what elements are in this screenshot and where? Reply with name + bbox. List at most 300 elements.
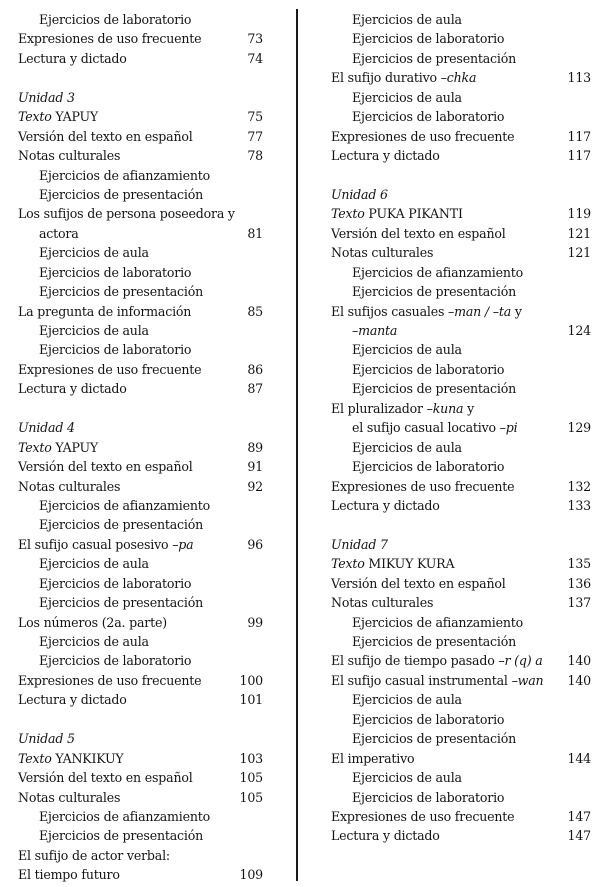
- entry-title-text: Lectura y dictado: [18, 381, 127, 397]
- entry-title-text: Versión del texto en español: [331, 575, 506, 591]
- page-number: 105: [239, 770, 263, 786]
- entry-title: [18, 692, 127, 707]
- page-number: 113: [567, 70, 591, 86]
- entry-title-text: Versión del texto en español: [18, 128, 193, 144]
- page-number: 147: [567, 828, 591, 844]
- toc-subentry: [331, 768, 591, 787]
- toc-subentry: [18, 340, 273, 359]
- entry-title-text: Versión del texto en español: [18, 770, 193, 786]
- toc-subentry: [331, 49, 591, 68]
- toc-subentry: [331, 457, 591, 476]
- toc-entry: [18, 204, 273, 223]
- entry-title-text: Versión del texto en español: [331, 225, 506, 241]
- page-number: 147: [567, 808, 591, 824]
- toc-subentry: [331, 29, 591, 48]
- entry-title: [352, 459, 504, 474]
- entry-title-italic-prefix: Texto: [331, 556, 365, 572]
- entry-title: [18, 751, 124, 766]
- entry-title: [18, 51, 127, 66]
- entry-title-text: YAPUY: [51, 439, 99, 455]
- unit-heading: [18, 418, 273, 437]
- toc-subentry: [18, 496, 273, 515]
- toc-entry: [18, 360, 273, 379]
- entry-title-text: Unidad 3: [18, 89, 75, 105]
- entry-title: [352, 342, 462, 357]
- page-number: 117: [567, 128, 591, 144]
- entry-title: [39, 226, 79, 241]
- toc-entry: [331, 671, 591, 690]
- entry-title-text: El sufijo de actor verbal:: [18, 847, 170, 863]
- entry-title-text: Ejercicios de aula: [352, 439, 462, 455]
- page-number: 136: [567, 575, 591, 591]
- unit-heading: [18, 729, 273, 748]
- page-number: 133: [567, 497, 591, 513]
- entry-title-trailing-text: y: [463, 400, 475, 416]
- entry-title: [331, 537, 388, 552]
- entry-title-text: Ejercicios de afianzamiento: [352, 614, 524, 630]
- entry-title-text: Los números (2a. parte): [18, 614, 167, 630]
- entry-title: [331, 751, 414, 766]
- entry-title: [39, 634, 149, 649]
- entry-title-text: Notas culturales: [331, 595, 434, 611]
- toc-subentry: [18, 632, 273, 651]
- entry-title-text: Ejercicios de presentación: [352, 731, 517, 747]
- toc-subentry: [331, 438, 591, 457]
- toc-subentry: [18, 263, 273, 282]
- entry-title: [39, 653, 191, 668]
- entry-title: [331, 673, 543, 688]
- toc-subentry: [331, 360, 591, 379]
- toc-entry: [18, 690, 273, 709]
- entry-title-text: Ejercicios de laboratorio: [352, 789, 505, 805]
- spacer: [331, 166, 591, 185]
- page-number: 105: [239, 789, 263, 805]
- page-number: 73: [247, 31, 263, 47]
- toc-entry: [18, 865, 273, 884]
- entry-title-text: Ejercicios de laboratorio: [39, 653, 192, 669]
- toc-entry: [18, 107, 273, 126]
- entry-title: [352, 420, 517, 435]
- entry-title: [352, 362, 504, 377]
- toc-entry: [331, 477, 591, 496]
- entry-title: [39, 245, 149, 260]
- page-number: 100: [239, 672, 263, 688]
- entry-title-text: PUKA PIKANTI: [364, 206, 463, 222]
- entry-title-text: Ejercicios de aula: [352, 692, 462, 708]
- entry-title: [331, 828, 440, 843]
- entry-title: [352, 12, 462, 27]
- entry-title: [352, 265, 523, 280]
- entry-title: [39, 517, 203, 532]
- page-number: 140: [567, 672, 591, 688]
- toc-entry: [18, 457, 273, 476]
- entry-title-text: El tiempo futuro: [18, 867, 120, 883]
- toc-subentry: [331, 690, 591, 709]
- toc-subentry: [18, 282, 273, 301]
- entry-title-text: Lectura y dictado: [18, 50, 127, 66]
- entry-title-text: La pregunta de información: [18, 303, 192, 319]
- entry-title: [39, 498, 210, 513]
- toc-entry: [331, 127, 591, 146]
- entry-title-text: El sufijos casuales: [331, 303, 449, 319]
- entry-title: [18, 537, 193, 552]
- toc-entry: [331, 243, 591, 262]
- entry-title: [352, 440, 462, 455]
- entry-title: [331, 498, 440, 513]
- entry-title-italic-prefix: Texto: [18, 109, 52, 125]
- entry-title: [18, 673, 201, 688]
- entry-title: [18, 731, 75, 746]
- entry-title: [331, 595, 433, 610]
- entry-title-text: el sufijo casual locativo: [352, 420, 500, 436]
- entry-title-text: Ejercicios de aula: [39, 556, 149, 572]
- entry-title: [39, 168, 210, 183]
- toc-entry: [331, 651, 591, 670]
- entry-title: [352, 90, 462, 105]
- entry-title: [352, 731, 516, 746]
- entry-title: [331, 245, 433, 260]
- entry-title: [331, 556, 454, 571]
- entry-title: [352, 284, 516, 299]
- entry-title: [352, 109, 504, 124]
- toc-subentry: [18, 554, 273, 573]
- entry-title: [352, 381, 516, 396]
- entry-title: [331, 206, 463, 221]
- entry-title-text: actora: [39, 225, 79, 241]
- page-number: 117: [567, 148, 591, 164]
- page-number: 99: [247, 614, 263, 630]
- entry-title: [18, 90, 75, 105]
- page-number: 129: [567, 420, 591, 436]
- toc-entry: [331, 399, 591, 418]
- toc-entry: [18, 379, 273, 398]
- page-number: 101: [239, 692, 263, 708]
- entry-title: [18, 31, 201, 46]
- page-number: 135: [567, 556, 591, 572]
- page-number: 109: [239, 867, 263, 883]
- toc-subentry: [18, 10, 273, 29]
- page-number: 121: [567, 245, 591, 261]
- page-number: 85: [247, 303, 263, 319]
- unit-heading: [331, 535, 591, 554]
- toc-left-column: [18, 10, 273, 885]
- page-number: 75: [247, 109, 263, 125]
- toc-entry: [331, 593, 591, 612]
- entry-title-italic-prefix: Texto: [331, 206, 365, 222]
- toc-entry: [331, 554, 591, 573]
- entry-title-text: Unidad 5: [18, 731, 75, 747]
- entry-title-italic-suffix: –pa: [172, 536, 194, 552]
- toc-entry: [331, 68, 591, 87]
- entry-title-text: Versión del texto en español: [18, 459, 193, 475]
- entry-title: [352, 712, 504, 727]
- entry-title: [18, 867, 120, 882]
- entry-title: [39, 284, 203, 299]
- entry-title-italic-suffix: –pi: [499, 420, 518, 436]
- toc-entry: [18, 302, 273, 321]
- toc-subentry: [18, 185, 273, 204]
- entry-title: [39, 595, 203, 610]
- entry-title-italic-suffix: –r (q) a: [498, 653, 543, 669]
- entry-title-text: Ejercicios de afianzamiento: [39, 167, 211, 183]
- entry-title-text: Notas culturales: [18, 478, 121, 494]
- entry-title-text: Notas culturales: [18, 148, 121, 164]
- toc-entry: [331, 146, 591, 165]
- entry-title-text: Ejercicios de aula: [352, 89, 462, 105]
- toc-entry-continuation: [331, 321, 591, 340]
- column-divider: [296, 9, 298, 881]
- entry-title-text: Ejercicios de presentación: [39, 595, 204, 611]
- entry-title-italic-suffix: –chka: [440, 70, 477, 86]
- toc-subentry: [331, 10, 591, 29]
- entry-title-text: El sufijo de tiempo pasado: [331, 653, 499, 669]
- entry-title-text: Ejercicios de afianzamiento: [39, 497, 211, 513]
- page-number: 78: [247, 148, 263, 164]
- toc-subentry: [18, 651, 273, 670]
- entry-title: [18, 109, 98, 124]
- page-number: 81: [247, 225, 263, 241]
- toc-subentry: [331, 379, 591, 398]
- entry-title: [39, 265, 191, 280]
- toc-entry: [331, 826, 591, 845]
- toc-entry: [18, 535, 273, 554]
- entry-title: [331, 70, 476, 85]
- entry-title-italic-suffix: –wan: [511, 672, 544, 688]
- toc-entry-continuation: [331, 418, 591, 437]
- toc-subentry: [331, 729, 591, 748]
- unit-heading: [18, 88, 273, 107]
- entry-title: [39, 12, 191, 27]
- entry-title-text: El pluralizador: [331, 400, 427, 416]
- entry-title-text: Ejercicios de laboratorio: [352, 459, 505, 475]
- entry-title: [18, 848, 170, 863]
- toc-subentry: [331, 710, 591, 729]
- entry-title-text: Notas culturales: [331, 245, 434, 261]
- entry-title: [18, 790, 120, 805]
- entry-title-text: Ejercicios de laboratorio: [352, 711, 505, 727]
- entry-title-text: Ejercicios de aula: [352, 12, 462, 27]
- page-number: 137: [567, 595, 591, 611]
- entry-title-text: Ejercicios de laboratorio: [39, 264, 192, 280]
- entry-title-text: Ejercicios de presentación: [352, 634, 517, 649]
- entry-title: [18, 770, 193, 785]
- entry-title: [331, 304, 522, 319]
- toc-entry: [331, 496, 591, 515]
- entry-title: [39, 576, 191, 591]
- page-number: 140: [567, 653, 591, 669]
- entry-title-text: Ejercicios de presentación: [352, 284, 517, 300]
- page-number: 89: [247, 439, 263, 455]
- entry-title-text: Expresiones de uso frecuente: [331, 128, 515, 144]
- entry-title: [331, 148, 440, 163]
- entry-title-text: Notas culturales: [18, 789, 121, 805]
- entry-title-text: Ejercicios de laboratorio: [39, 575, 192, 591]
- entry-title-text: YANKIKUY: [51, 750, 124, 766]
- entry-title-text: Unidad 6: [331, 186, 388, 202]
- entry-title-text: Ejercicios de aula: [352, 342, 462, 358]
- entry-title-text: Ejercicios de laboratorio: [39, 342, 192, 358]
- toc-subentry: [18, 826, 273, 845]
- toc-subentry: [18, 243, 273, 262]
- entry-title: [331, 401, 474, 416]
- entry-title: [18, 479, 120, 494]
- entry-title-text: Ejercicios de aula: [39, 634, 149, 649]
- entry-title-text: Unidad 4: [18, 420, 75, 436]
- spacer: [18, 399, 273, 418]
- toc-entry: [18, 127, 273, 146]
- entry-title-text: Expresiones de uso frecuente: [331, 478, 515, 494]
- toc-subentry: [331, 632, 591, 651]
- toc-subentry: [18, 807, 273, 826]
- toc-entry: [18, 768, 273, 787]
- toc-entry: [18, 49, 273, 68]
- toc-entry: [18, 146, 273, 165]
- unit-heading: [331, 185, 591, 204]
- toc-subentry: [331, 263, 591, 282]
- entry-title-text: Ejercicios de aula: [39, 245, 149, 261]
- toc-subentry: [331, 88, 591, 107]
- page-number: 74: [247, 50, 263, 66]
- entry-title: [331, 187, 388, 202]
- entry-title-italic-prefix: Texto: [18, 439, 52, 455]
- entry-title-text: Lectura y dictado: [331, 828, 440, 844]
- entry-title-text: Unidad 7: [331, 536, 388, 552]
- entry-title: [18, 129, 193, 144]
- toc-right-column: [331, 10, 591, 846]
- toc-subentry: [331, 107, 591, 126]
- entry-title: [39, 342, 191, 357]
- entry-title-text: Ejercicios de laboratorio: [352, 31, 505, 47]
- entry-title: [331, 576, 506, 591]
- toc-entry: [18, 477, 273, 496]
- entry-title: [331, 479, 514, 494]
- toc-entry: [331, 807, 591, 826]
- entry-title-text: Ejercicios de presentación: [39, 186, 204, 202]
- entry-title-text: Ejercicios de afianzamiento: [39, 808, 211, 824]
- page-number: 96: [247, 536, 263, 552]
- entry-title-text: Expresiones de uso frecuente: [18, 672, 202, 688]
- entry-title: [18, 440, 98, 455]
- toc-entry: [18, 671, 273, 690]
- toc-subentry: [331, 613, 591, 632]
- entry-title-text: Ejercicios de presentación: [352, 381, 517, 397]
- entry-title: [18, 206, 235, 221]
- page-number: 91: [247, 459, 263, 475]
- entry-title-text: El sufijo casual posesivo: [18, 536, 173, 552]
- entry-title: [331, 809, 514, 824]
- entry-title-text: Ejercicios de afianzamiento: [352, 264, 524, 280]
- entry-title-text: Expresiones de uso frecuente: [18, 31, 202, 47]
- entry-title: [39, 828, 203, 843]
- entry-title-text: Ejercicios de laboratorio: [39, 12, 192, 27]
- entry-title-italic-suffix: –kuna: [426, 400, 464, 416]
- entry-title: [352, 634, 516, 649]
- entry-title-text: Ejercicios de laboratorio: [352, 361, 505, 377]
- entry-title: [18, 381, 127, 396]
- entry-title-text: Lectura y dictado: [331, 497, 440, 513]
- entry-title: [39, 187, 203, 202]
- page-number: 86: [247, 361, 263, 377]
- entry-title: [39, 323, 149, 338]
- page-number: 103: [239, 750, 263, 766]
- entry-title-text: Los sufijos de persona poseedora y: [18, 206, 235, 222]
- page-number: 92: [247, 478, 263, 494]
- toc-entry: [18, 749, 273, 768]
- entry-title: [18, 615, 167, 630]
- entry-title: [331, 226, 506, 241]
- toc-subentry: [331, 340, 591, 359]
- page-number: 87: [247, 381, 263, 397]
- entry-title: [352, 692, 462, 707]
- toc-entry: [18, 788, 273, 807]
- entry-title-text: Ejercicios de presentación: [39, 284, 204, 300]
- entry-title-italic-prefix: Texto: [18, 750, 52, 766]
- toc-subentry: [331, 788, 591, 807]
- entry-title: [352, 790, 504, 805]
- entry-title: [39, 556, 149, 571]
- entry-title-text: Ejercicios de presentación: [39, 517, 204, 533]
- entry-title-italic-suffix: –manta: [352, 323, 398, 338]
- toc-subentry: [331, 282, 591, 301]
- entry-title-text: El imperativo: [331, 750, 415, 766]
- spacer: [331, 515, 591, 534]
- entry-title: [352, 31, 504, 46]
- spacer: [18, 710, 273, 729]
- toc-entry: [18, 613, 273, 632]
- entry-title: [331, 129, 514, 144]
- entry-title-italic-suffix: –man / –ta: [448, 303, 512, 319]
- entry-title-text: Lectura y dictado: [331, 148, 440, 164]
- entry-title: [18, 459, 193, 474]
- entry-title: [18, 362, 201, 377]
- entry-title-text: Expresiones de uso frecuente: [18, 361, 202, 377]
- toc-entry: [331, 574, 591, 593]
- entry-title-trailing-text: y: [511, 303, 522, 319]
- toc-entry: [331, 224, 591, 243]
- toc-entry: [18, 846, 273, 865]
- entry-title: [352, 51, 516, 66]
- entry-title-text: MIKUY KURA: [364, 556, 455, 572]
- page-number: 132: [567, 478, 591, 494]
- toc-subentry: [18, 166, 273, 185]
- entry-title-text: El sufijo durativo: [331, 70, 441, 86]
- page-number: 77: [247, 128, 263, 144]
- toc-entry: [331, 302, 591, 321]
- toc-subentry: [18, 593, 273, 612]
- page-number: 144: [567, 750, 591, 766]
- entry-title: [18, 420, 75, 435]
- entry-title-text: Ejercicios de laboratorio: [352, 109, 505, 125]
- entry-title-text: El sufijo casual instrumental: [331, 672, 512, 688]
- entry-title: [39, 809, 210, 824]
- toc-entry: [18, 438, 273, 457]
- toc-entry-continuation: [18, 224, 273, 243]
- page-number: 121: [567, 225, 591, 241]
- entry-title: [331, 653, 543, 668]
- toc-entry: [18, 29, 273, 48]
- toc-entry: [331, 749, 591, 768]
- entry-title-text: YAPUY: [51, 109, 99, 125]
- entry-title: [352, 323, 397, 338]
- entry-title-text: Ejercicios de presentación: [352, 50, 517, 66]
- page-number: 124: [567, 323, 591, 338]
- toc-subentry: [18, 321, 273, 340]
- entry-title: [352, 615, 523, 630]
- toc-entry: [331, 204, 591, 223]
- toc-subentry: [18, 515, 273, 534]
- page-number: 119: [567, 206, 591, 222]
- entry-title-text: Ejercicios de presentación: [39, 828, 204, 844]
